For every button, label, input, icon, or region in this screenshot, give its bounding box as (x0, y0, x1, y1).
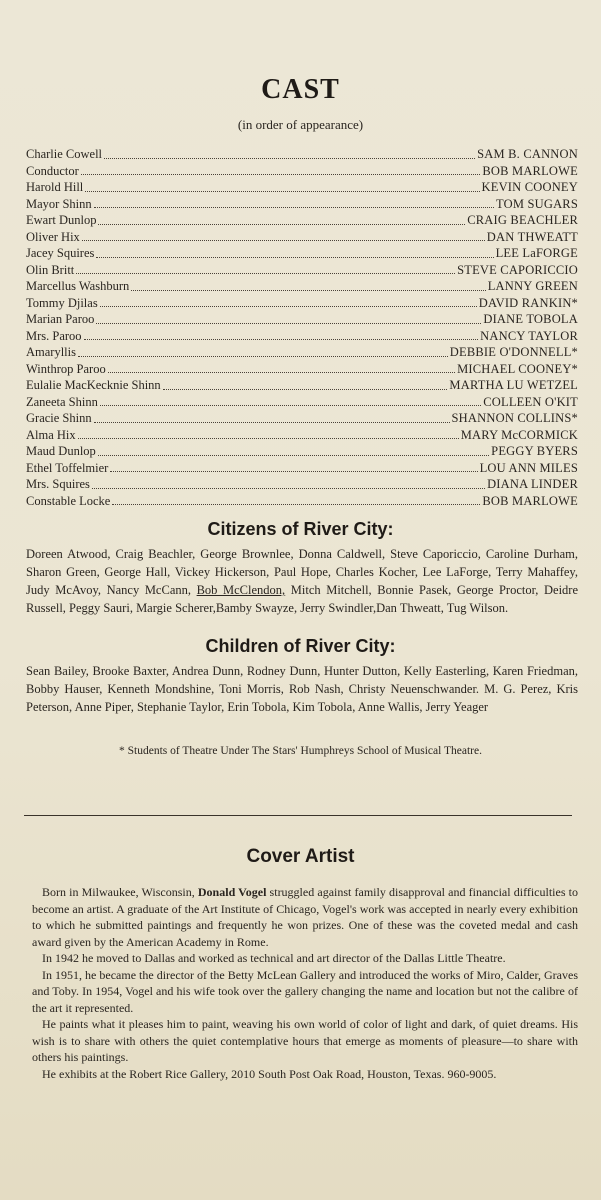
leader-dots (100, 395, 481, 406)
cover-artist-bio (32, 884, 578, 1082)
cast-actor: DEBBIE O'DONNELL* (449, 345, 578, 359)
bio-paragraph: In 1942 he moved to Dallas and worked as technical and art director of the Dallas Little Theatre. (42, 951, 506, 965)
leader-dots (96, 313, 481, 324)
cast-actor: STEVE CAPORICCIO (457, 262, 578, 277)
cast-actor: BOB MARLOWE (482, 163, 578, 178)
cast-actor: MARTHA LU WETZEL (449, 378, 578, 392)
leader-dots (98, 445, 489, 456)
cast-row (26, 212, 578, 229)
cast-actor: SAM B. CANNON (477, 147, 578, 161)
children-heading: Children of River City: (205, 636, 396, 656)
cast-list (26, 146, 578, 509)
cast-row (26, 460, 578, 477)
cast-role: Conductor (26, 163, 79, 178)
cast-subtitle: (in order of appearance) (237, 117, 364, 132)
cast-row (26, 245, 578, 262)
cast-row (26, 196, 578, 213)
cast-actor: LANNY GREEN (487, 279, 578, 293)
leader-dots (78, 346, 448, 357)
leader-dots (92, 478, 485, 489)
cast-row (26, 427, 578, 444)
cast-actor: MICHAEL COONEY* (457, 361, 578, 376)
cast-role: Eulalie MacKecknie Shinn (26, 378, 161, 392)
cast-row (26, 443, 578, 460)
bio-text-start: Born in Milwaukee, Wisconsin, (42, 885, 198, 899)
cast-actor: DAVID RANKIN* (478, 295, 578, 310)
cast-role: Zaneeta Shinn (26, 394, 98, 409)
leader-dots (163, 379, 448, 390)
leader-dots (96, 247, 493, 258)
cast-row (26, 295, 578, 312)
bio-paragraph: He paints what it pleases him to paint, weaving his own world of color of light and dark, of quiet dreams. His wish is to share with others the quiet contemplative hours that emerge as moments of pleasure—to share with others his paintings. (32, 1017, 578, 1064)
leader-dots (94, 197, 494, 208)
cast-role: Oliver Hix (26, 229, 80, 244)
cast-actor: KEVIN COONEY (481, 180, 578, 194)
bio-paragraph: He exhibits at the Robert Rice Gallery, 2010 South Post Oak Road, Houston, Texas. 960-9005. (42, 1066, 497, 1081)
citizens-heading: Citizens of River City: (207, 519, 394, 539)
cast-actor: COLLEEN O'KIT (483, 394, 578, 409)
children-list: Sean Bailey, Brooke Baxter, Andrea Dunn, Rodney Dunn, Hunter Dutton, Kelly Easterling, Karen Friedman, Bobby Hauser, Kenneth Mondshine, Toni Morris, Rob Nash, Christy Neuenschwander. M. G. Perez, Kris Peterson, Anne Piper, Stephanie Taylor, Erin Tobola, Kim Tobola, Anne Wallis, Jerry Yeager (26, 664, 578, 714)
cast-role: Constable Locke (26, 493, 111, 508)
cast-actor: DAN THWEATT (486, 229, 578, 244)
leader-dots (82, 230, 485, 241)
cast-actor: LOU ANN MILES (479, 460, 578, 475)
cast-row (26, 229, 578, 246)
cast-role: Marcellus Washburn (26, 279, 130, 293)
cast-role: Ewart Dunlop (26, 213, 97, 227)
cast-role: Alma Hix (26, 427, 76, 442)
cast-row (26, 146, 578, 163)
leader-dots (108, 362, 455, 373)
cast-actor: TOM SUGARS (496, 196, 578, 211)
cast-row (26, 493, 578, 510)
cast-row (26, 361, 578, 378)
artist-name: Donald Vogel (197, 885, 267, 899)
cast-role: Mrs. Paroo (26, 328, 82, 343)
citizens-text-end: Mitch Mitchell, Bonnie Pasek, George Proctor, Deidre Russell, Peggy Sauri, Margie Scherer,Bamby Swayze, Jerry Swindler,Dan Thweatt, Tug Wilson. (26, 583, 578, 615)
cast-role: Winthrop Paroo (26, 361, 106, 376)
cast-actor: NANCY TAYLOR (480, 328, 578, 343)
leader-dots (131, 280, 485, 291)
highlighted-cast-name: Bob McClendon, (196, 583, 286, 597)
cover-artist-heading: Cover Artist (246, 846, 355, 867)
cast-row (26, 328, 578, 345)
cast-role: Mayor Shinn (26, 196, 92, 211)
citizens-list (26, 545, 578, 617)
cast-actor: MARY McCORMICK (460, 427, 578, 442)
leader-dots (104, 148, 475, 159)
cast-title: CAST (261, 74, 340, 105)
cast-row (26, 394, 578, 411)
cast-role: Mrs. Squires (26, 477, 90, 491)
citizens-text-start: Doreen Atwood, Craig Beachler, George Brownlee, Donna Caldwell, Steve Caporiccio, Caroline Durham, Sharon Green, George Hall, Vickey Hickerson, Paul Hope, Charles Kocher, Lee LaForge, Terry Mahaffey, Judy McAvoy, Nancy McCann, (26, 547, 578, 597)
cast-row (26, 311, 578, 328)
leader-dots (84, 329, 479, 340)
cast-role: Olin Britt (26, 262, 75, 277)
footnote: * Students of Theatre Under The Stars' Humphreys School of Musical Theatre. (119, 745, 482, 757)
cast-actor: DIANA LINDER (487, 477, 578, 491)
leader-dots (85, 181, 479, 192)
cast-role: Harold Hill (26, 180, 84, 194)
cast-row (26, 163, 578, 180)
cast-actor: BOB MARLOWE (482, 493, 578, 508)
leader-dots (94, 412, 450, 423)
cast-role: Amaryllis (26, 345, 76, 359)
cast-row (26, 344, 578, 361)
leader-dots (112, 494, 480, 505)
cast-actor: CRAIG BEACHLER (467, 213, 578, 227)
leader-dots (110, 461, 477, 472)
cast-row (26, 410, 578, 427)
leader-dots (81, 164, 481, 175)
cast-role: Jacey Squires (26, 246, 95, 260)
cast-role: Gracie Shinn (26, 411, 92, 425)
leader-dots (98, 214, 465, 225)
cast-actor: DIANE TOBOLA (483, 312, 578, 326)
cast-actor: LEE LaFORGE (495, 246, 578, 260)
bio-paragraph (32, 884, 578, 950)
cast-role: Maud Dunlop (26, 444, 96, 458)
cast-row (26, 278, 578, 295)
cast-actor: PEGGY BYERS (491, 444, 578, 458)
leader-dots (76, 263, 455, 274)
cast-role: Ethel Toffelmier (26, 460, 109, 475)
cast-role: Marian Paroo (26, 312, 95, 326)
cast-row (26, 377, 578, 394)
cast-row (26, 179, 578, 196)
cast-row (26, 476, 578, 493)
bio-paragraph: In 1951, he became the director of the Betty McLean Gallery and introduced the works of Miro, Calder, Graves and Toby. In 1954, Vogel and his wife took over the gallery changing the name and location but not the calibre of the art it represented. (32, 967, 578, 1015)
leader-dots (100, 296, 477, 307)
cast-role: Tommy Djilas (26, 295, 98, 310)
section-divider (24, 815, 572, 816)
cast-role: Charlie Cowell (26, 147, 103, 161)
leader-dots (78, 428, 459, 439)
cast-actor: SHANNON COLLINS* (451, 411, 578, 425)
cast-row (26, 262, 578, 279)
bio-text-rest: struggled against family disapproval and financial difficulties to become an artist. A graduate of the Art Institute of Chicago, Vogel's work was accepted in nearly every exhibition to which he submitted paintings and frequently he won prizes. One of these was the coveted medal and cash award given by the American Academy in Rome. (32, 885, 578, 949)
